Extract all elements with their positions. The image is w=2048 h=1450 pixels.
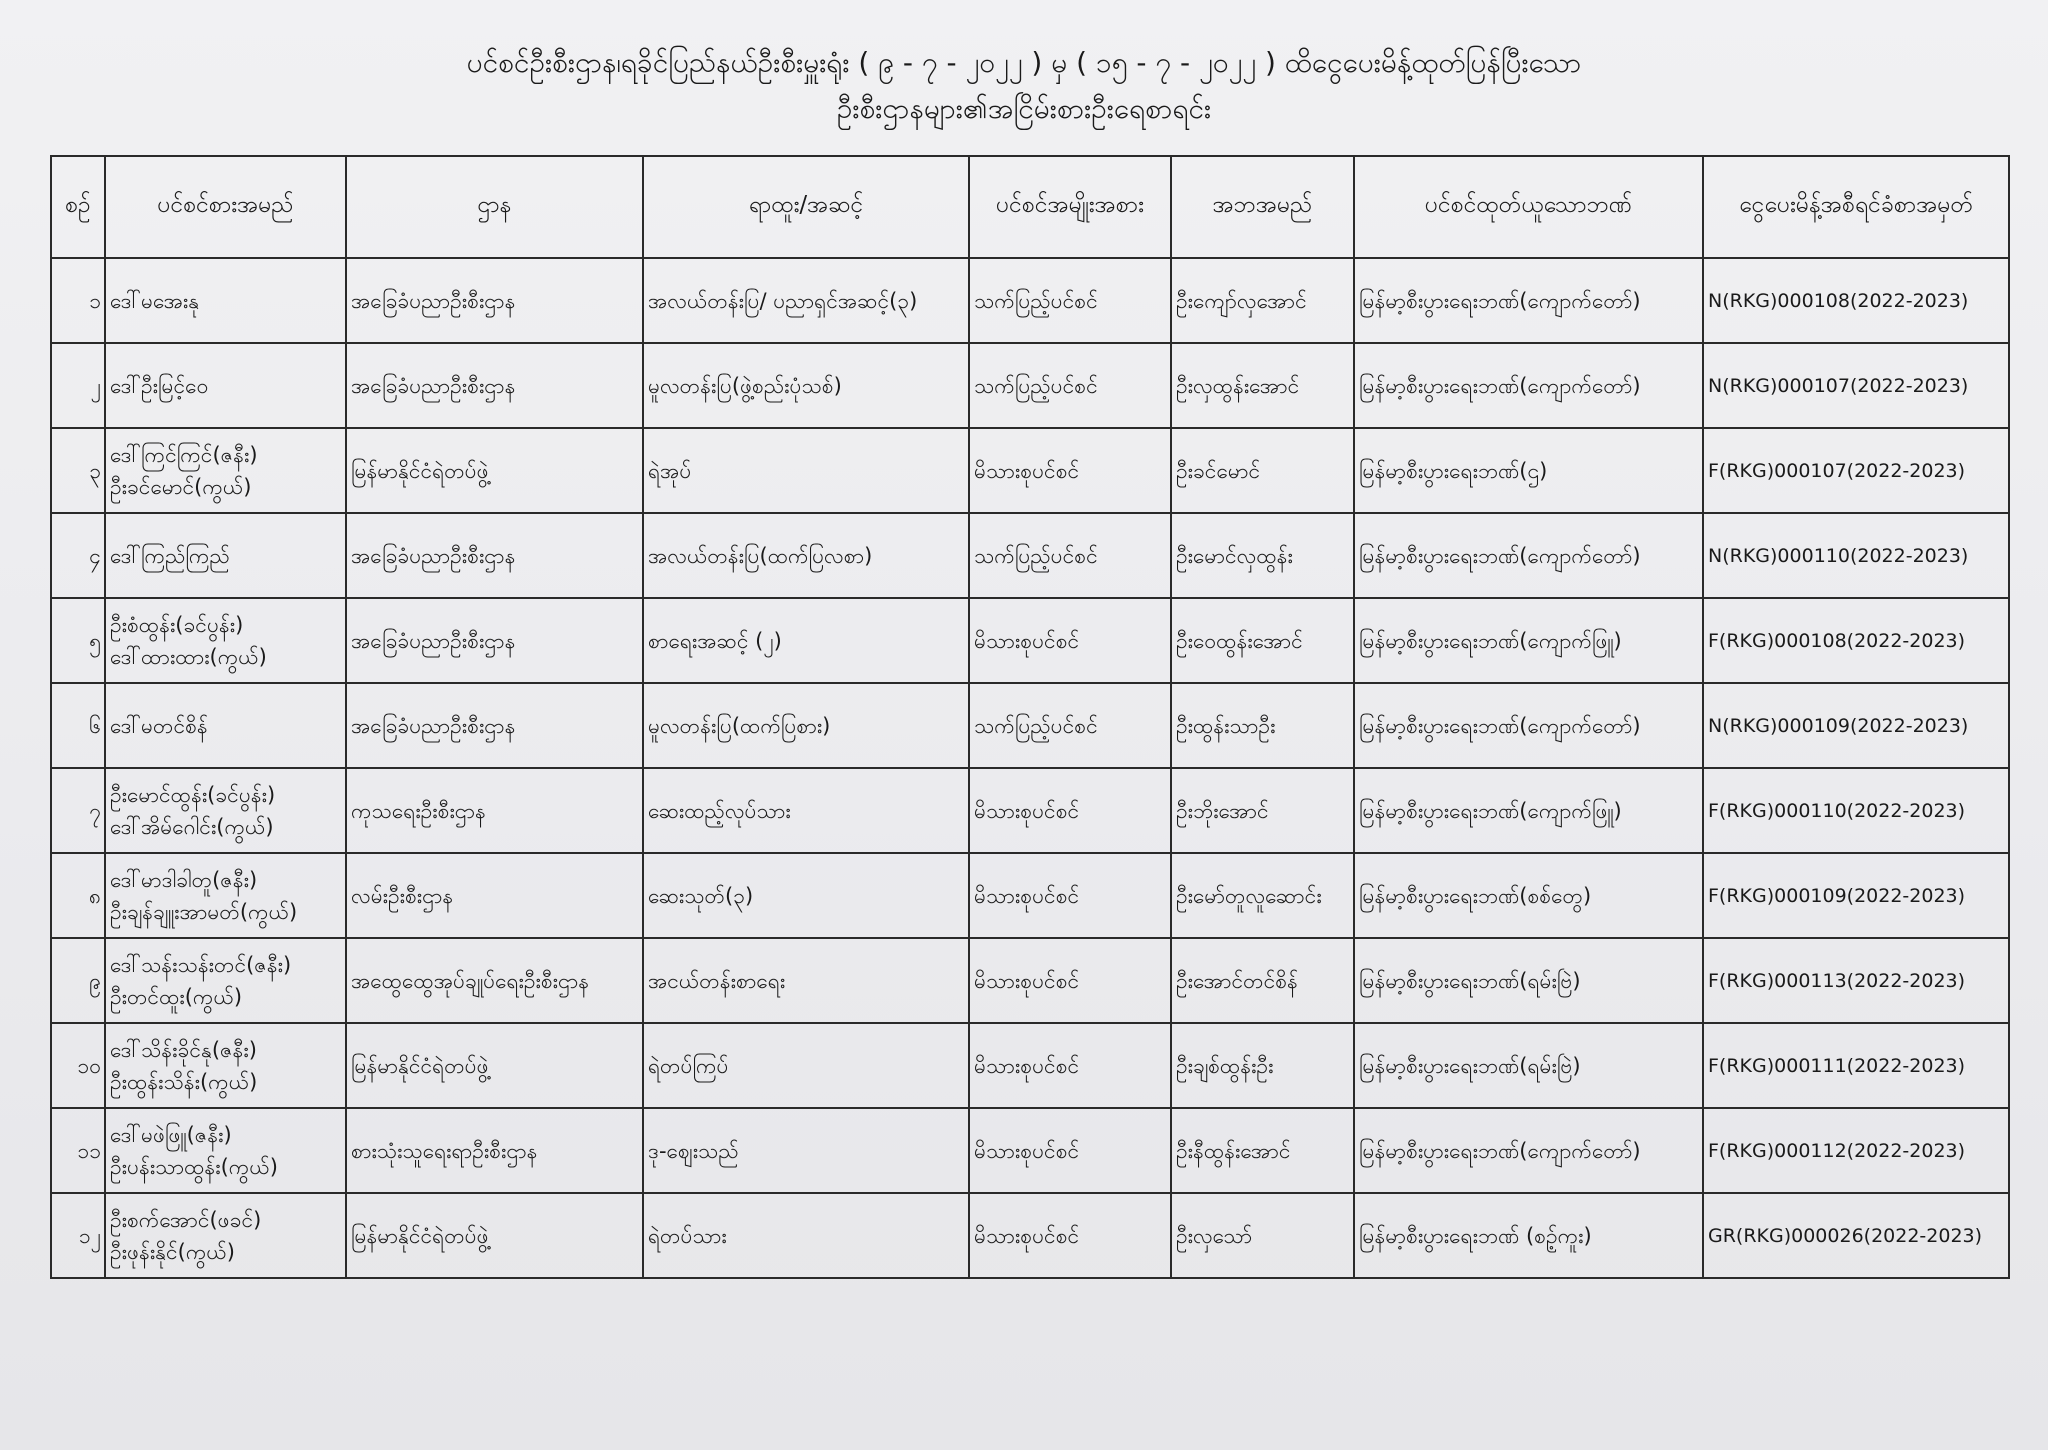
cell-father-name: ဦးထွန်းသာဦး <box>1171 683 1354 768</box>
cell-bank: မြန်မာ့စီးပွားရေးဘဏ်(ကျောက်ဖြူ) <box>1354 768 1703 853</box>
cell-pension-type: သက်ပြည့်ပင်စင် <box>969 513 1171 598</box>
table-row <box>51 1023 2009 1108</box>
cell-bank: မြန်မာ့စီးပွားရေးဘဏ်(ကျောက်တော်) <box>1354 1108 1703 1193</box>
cell-order-number: GR(RKG)000026(2022-2023) <box>1703 1193 2009 1278</box>
cell-bank: မြန်မာ့စီးပွားရေးဘဏ်(ရမ်းဗြဲ) <box>1354 1023 1703 1108</box>
cell-pensioner-name <box>105 938 346 1023</box>
pensioner-name-line-2: ဦးထွန်းသိန်း(ကွယ်) <box>110 1069 258 1094</box>
header-father-name: အဘအမည် <box>1171 156 1354 258</box>
title-line-1: ပင်စင်ဦးစီးဌာန၊ရခိုင်ပြည်နယ်ဦးစီးမှူးရုံး ( ၉ - ၇ - ၂၀၂၂ ) မှ ( ၁၅ - ၇ - ၂၀၂၂ ) ထိငွေပေးမိန့်ထုတ်ပြန်ပြီးသော <box>466 46 1582 79</box>
table-row <box>51 1108 2009 1193</box>
cell-bank: မြန်မာ့စီးပွားရေးဘဏ်(ကျောက်တော်) <box>1354 683 1703 768</box>
cell-rank: အလယ်တန်းပြ(ထက်ပြလစာ) <box>643 513 969 598</box>
pensioner-name-line-2: ဦးပန်းသာထွန်း(ကွယ်) <box>110 1154 278 1179</box>
cell-father-name: ဦးချစ်ထွန်းဦး <box>1171 1023 1354 1108</box>
table-row <box>51 513 2009 598</box>
cell-father-name: ဦးကျော်လှအောင် <box>1171 258 1354 343</box>
pensioner-name-line-1: ဒေါ်ကြည်ကြည် <box>110 543 230 568</box>
cell-bank: မြန်မာ့စီးပွားရေးဘဏ်(ရမ်းဗြဲ) <box>1354 938 1703 1023</box>
cell-department: အခြေခံပညာဦးစီးဌာန <box>346 683 643 768</box>
table-row <box>51 258 2009 343</box>
cell-order-number: F(RKG)000111(2022-2023) <box>1703 1023 2009 1108</box>
table-row <box>51 768 2009 853</box>
cell-serial: ၉ <box>51 938 105 1023</box>
cell-pensioner-name <box>105 428 346 513</box>
cell-department: မြန်မာနိုင်ငံရဲတပ်ဖွဲ့ <box>346 1193 643 1278</box>
cell-order-number: F(RKG)000108(2022-2023) <box>1703 598 2009 683</box>
cell-department: အခြေခံပညာဦးစီးဌာန <box>346 258 643 343</box>
cell-pension-type: သက်ပြည့်ပင်စင် <box>969 343 1171 428</box>
cell-pension-type: မိသားစုပင်စင် <box>969 1193 1171 1278</box>
cell-department: စားသုံးသူရေးရာဦးစီးဌာန <box>346 1108 643 1193</box>
pensioner-name-line-2: ဦးခင်မောင်(ကွယ်) <box>110 474 252 499</box>
pensioner-name-line-1: ဒေါ်မအေးနု <box>110 288 200 313</box>
pensioner-name-line-1: ဒေါ်မာဒါခါတူ(ဇနီး) <box>110 867 258 892</box>
cell-department: မြန်မာနိုင်ငံရဲတပ်ဖွဲ့ <box>346 1023 643 1108</box>
cell-bank: မြန်မာ့စီးပွားရေးဘဏ်(ကျောက်တော်) <box>1354 513 1703 598</box>
pensioner-name-line-1: ဒေါ်မတင်စိန် <box>110 713 208 738</box>
cell-rank: ဒု-ဈေးသည် <box>643 1108 969 1193</box>
cell-serial: ၃ <box>51 428 105 513</box>
cell-serial: ၇ <box>51 768 105 853</box>
cell-bank: မြန်မာ့စီးပွားရေးဘဏ်(ကျောက်တော်) <box>1354 258 1703 343</box>
header-bank: ပင်စင်ထုတ်ယူသောဘဏ် <box>1354 156 1703 258</box>
cell-father-name: ဦးလှသော် <box>1171 1193 1354 1278</box>
cell-department: မြန်မာနိုင်ငံရဲတပ်ဖွဲ့ <box>346 428 643 513</box>
header-department: ဌာန <box>346 156 643 258</box>
cell-bank: မြန်မာ့စီးပွားရေးဘဏ်(ကျောက်တော်) <box>1354 343 1703 428</box>
pensioner-name-line-1: ဦးစံထွန်း(ခင်ပွန်း) <box>110 612 244 637</box>
cell-pensioner-name <box>105 683 346 768</box>
cell-order-number: F(RKG)000107(2022-2023) <box>1703 428 2009 513</box>
table-row <box>51 938 2009 1023</box>
cell-bank: မြန်မာ့စီးပွားရေးဘဏ်(စစ်တွေ) <box>1354 853 1703 938</box>
cell-serial: ၁၂ <box>51 1193 105 1278</box>
cell-father-name: ဦးလှထွန်းအောင် <box>1171 343 1354 428</box>
pensioner-name-line-2: ဒေါ်ထားထား(ကွယ်) <box>110 644 267 669</box>
cell-order-number: F(RKG)000110(2022-2023) <box>1703 768 2009 853</box>
cell-department: အထွေထွေအုပ်ချုပ်ရေးဦးစီးဌာန <box>346 938 643 1023</box>
pensioner-name-line-1: ဒေါ်ဦးမြင့်ဝေ <box>110 373 209 398</box>
cell-father-name: ဦးမော်တူလူဆောင်း <box>1171 853 1354 938</box>
cell-serial: ၁ <box>51 258 105 343</box>
cell-order-number: F(RKG)000112(2022-2023) <box>1703 1108 2009 1193</box>
cell-department: လမ်းဦးစီးဌာန <box>346 853 643 938</box>
cell-rank: ဆေးသုတ်(၃) <box>643 853 969 938</box>
cell-rank: ရဲအုပ် <box>643 428 969 513</box>
cell-department: အခြေခံပညာဦးစီးဌာန <box>346 513 643 598</box>
cell-pension-type: မိသားစုပင်စင် <box>969 1023 1171 1108</box>
cell-serial: ၁၀ <box>51 1023 105 1108</box>
cell-order-number: F(RKG)000109(2022-2023) <box>1703 853 2009 938</box>
table-row <box>51 343 2009 428</box>
cell-department: အခြေခံပညာဦးစီးဌာန <box>346 598 643 683</box>
cell-rank: ရဲတပ်သား <box>643 1193 969 1278</box>
cell-serial: ၁၁ <box>51 1108 105 1193</box>
cell-order-number: N(RKG)000107(2022-2023) <box>1703 343 2009 428</box>
cell-serial: ၄ <box>51 513 105 598</box>
pensioner-name-line-2: ဦးတင်ထူး(ကွယ်) <box>110 984 243 1009</box>
cell-rank: ဆေးထည့်လုပ်သား <box>643 768 969 853</box>
cell-serial: ၈ <box>51 853 105 938</box>
cell-serial: ၂ <box>51 343 105 428</box>
pensioner-name-line-1: ဒေါ်သန်းသန်းတင်(ဇနီး) <box>110 952 292 977</box>
cell-department: ကုသရေးဦးစီးဌာန <box>346 768 643 853</box>
pensioner-name-line-1: ဒေါ်သိန်းခိုင်နု(ဇနီး) <box>110 1037 257 1062</box>
cell-bank: မြန်မာ့စီးပွားရေးဘဏ်(ဌ) <box>1354 428 1703 513</box>
pensioner-name-line-1: ဒေါ်ကြင်ကြင်(ဇနီး) <box>110 442 258 467</box>
header-order-number: ငွေပေးမိန့်အစီရင်ခံစာအမှတ် <box>1703 156 2009 258</box>
cell-order-number: N(RKG)000108(2022-2023) <box>1703 258 2009 343</box>
header-pension-type: ပင်စင်အမျိုးအစား <box>969 156 1171 258</box>
table-row <box>51 1193 2009 1278</box>
cell-pensioner-name <box>105 343 346 428</box>
cell-pensioner-name <box>105 513 346 598</box>
cell-department: အခြေခံပညာဦးစီးဌာန <box>346 343 643 428</box>
cell-father-name: ဦးအောင်တင်စိန် <box>1171 938 1354 1023</box>
cell-serial: ၆ <box>51 683 105 768</box>
table-row <box>51 853 2009 938</box>
pensioner-name-line-1: ဒေါ်မဖဲဖြူ(ဇနီး) <box>110 1122 232 1147</box>
table-row <box>51 598 2009 683</box>
cell-pension-type: မိသားစုပင်စင် <box>969 853 1171 938</box>
cell-pensioner-name <box>105 853 346 938</box>
cell-pension-type: သက်ပြည့်ပင်စင် <box>969 258 1171 343</box>
cell-pensioner-name <box>105 1193 346 1278</box>
cell-rank: အငယ်တန်းစာရေး <box>643 938 969 1023</box>
cell-pension-type: မိသားစုပင်စင် <box>969 768 1171 853</box>
header-serial: စဉ် <box>51 156 105 258</box>
cell-rank: မူလတန်းပြ(ထက်ပြစား) <box>643 683 969 768</box>
cell-order-number: N(RKG)000110(2022-2023) <box>1703 513 2009 598</box>
pensioner-name-line-1: ဦးစက်အောင်(ဖခင်) <box>110 1207 262 1232</box>
cell-pension-type: မိသားစုပင်စင် <box>969 428 1171 513</box>
cell-bank: မြန်မာ့စီးပွားရေးဘဏ် (စဉ့်ကူး) <box>1354 1193 1703 1278</box>
table-row <box>51 683 2009 768</box>
cell-pensioner-name <box>105 258 346 343</box>
title-line-2: ဦးစီးဌာနများ၏အငြိမ်းစားဦးရေစာရင်း <box>836 92 1212 125</box>
cell-order-number: F(RKG)000113(2022-2023) <box>1703 938 2009 1023</box>
header-rank: ရာထူး/အဆင့် <box>643 156 969 258</box>
cell-pension-type: မိသားစုပင်စင် <box>969 938 1171 1023</box>
cell-pension-type: မိသားစုပင်စင် <box>969 1108 1171 1193</box>
cell-pension-type: သက်ပြည့်ပင်စင် <box>969 683 1171 768</box>
cell-serial: ၅ <box>51 598 105 683</box>
document-title <box>0 40 2048 132</box>
pensioner-name-line-1: ဦးမောင်ထွန်း(ခင်ပွန်း) <box>110 782 276 807</box>
cell-father-name: ဦးဝေထွန်းအောင် <box>1171 598 1354 683</box>
cell-pensioner-name <box>105 598 346 683</box>
cell-order-number: N(RKG)000109(2022-2023) <box>1703 683 2009 768</box>
pensioner-name-line-2: ဦးဖုန်းနိုင်(ကွယ်) <box>110 1239 235 1264</box>
cell-rank: ရဲတပ်ကြပ် <box>643 1023 969 1108</box>
cell-rank: အလယ်တန်းပြ/ ပညာရှင်အဆင့်(၃) <box>643 258 969 343</box>
cell-pensioner-name <box>105 1023 346 1108</box>
header-pensioner-name: ပင်စင်စားအမည် <box>105 156 346 258</box>
table-body <box>51 258 2009 1278</box>
cell-bank: မြန်မာ့စီးပွားရေးဘဏ်(ကျောက်ဖြူ) <box>1354 598 1703 683</box>
pensioner-name-line-2: ဦးချန်ချူးအာမတ်(ကွယ်) <box>110 899 298 924</box>
cell-pensioner-name <box>105 1108 346 1193</box>
cell-rank: စာရေးအဆင့် (၂) <box>643 598 969 683</box>
cell-father-name: ဦးဘိုးအောင် <box>1171 768 1354 853</box>
table-row <box>51 428 2009 513</box>
pensioner-name-line-2: ဒေါ်အိမ်ဂေါင်း(ကွယ်) <box>110 814 274 839</box>
pension-table <box>50 155 2010 1279</box>
cell-pension-type: မိသားစုပင်စင် <box>969 598 1171 683</box>
cell-rank: မူလတန်းပြ(ဖွဲ့စည်းပုံသစ်) <box>643 343 969 428</box>
cell-father-name: ဦးမောင်လှထွန်း <box>1171 513 1354 598</box>
table-header-row <box>51 156 2009 258</box>
cell-pensioner-name <box>105 768 346 853</box>
cell-father-name: ဦးခင်မောင် <box>1171 428 1354 513</box>
cell-father-name: ဦးနီထွန်းအောင် <box>1171 1108 1354 1193</box>
